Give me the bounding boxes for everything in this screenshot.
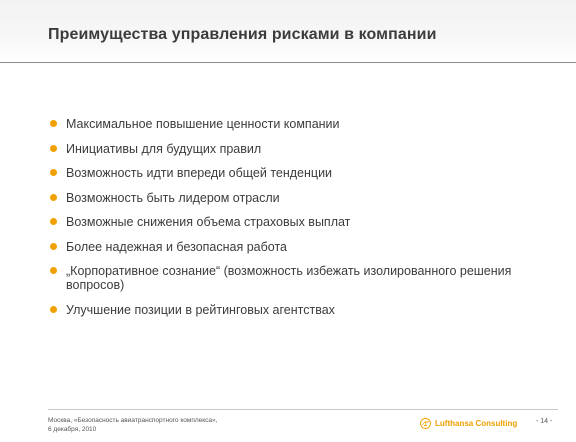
bullet-text: „Корпоративное сознание“ (возможность избежать изолированного решения вопросов): [66, 264, 512, 292]
bullet-item: [50, 215, 520, 229]
orange-bullet-icon: [50, 267, 57, 274]
bullet-list: [50, 117, 520, 327]
lufthansa-crane-logo-icon: [420, 418, 431, 429]
orange-bullet-icon: [50, 194, 57, 201]
brand-name: Lufthansa Consulting: [435, 418, 518, 428]
bullet-text: Более надежная и безопасная работа: [66, 239, 288, 254]
bullet-text: Улучшение позиции в рейтинговых агентствах: [66, 302, 335, 317]
bullet-item: [50, 117, 520, 131]
footer-divider: [48, 409, 558, 410]
orange-bullet-icon: [50, 145, 57, 152]
bullet-item: [50, 142, 520, 156]
title-divider: [0, 62, 576, 63]
bullet-item: [50, 166, 520, 180]
bullet-text: Возможные снижения объема страховых выплат: [66, 215, 351, 229]
orange-bullet-icon: [50, 306, 57, 313]
bullet-item: [50, 240, 520, 254]
bullet-text: Максимальное повышение ценности компании: [66, 117, 340, 131]
slide-title: Преимущества управления рисками в компании: [48, 26, 437, 43]
bullet-item: [50, 303, 520, 317]
orange-bullet-icon: [50, 169, 57, 176]
page-number: - 14 -: [536, 418, 553, 425]
bullet-text: Возможность идти впереди общей тенденции: [66, 166, 333, 180]
bullet-item: [50, 264, 520, 292]
bullet-item: [50, 191, 520, 205]
footer-date-line: 6 декабря, 2010: [48, 426, 97, 433]
footer-caption: [48, 416, 217, 434]
orange-bullet-icon: [50, 243, 57, 250]
orange-bullet-icon: [50, 218, 57, 225]
footer-event-line: Москва, «Безопасность авиатранспортного комплекса»,: [48, 417, 218, 424]
orange-bullet-icon: [50, 120, 57, 127]
bullet-text: Возможность быть лидером отрасли: [66, 190, 280, 205]
brand-block: [420, 417, 517, 429]
bullet-text: Инициативы для будущих правил: [66, 141, 262, 156]
title-area: [0, 0, 576, 63]
